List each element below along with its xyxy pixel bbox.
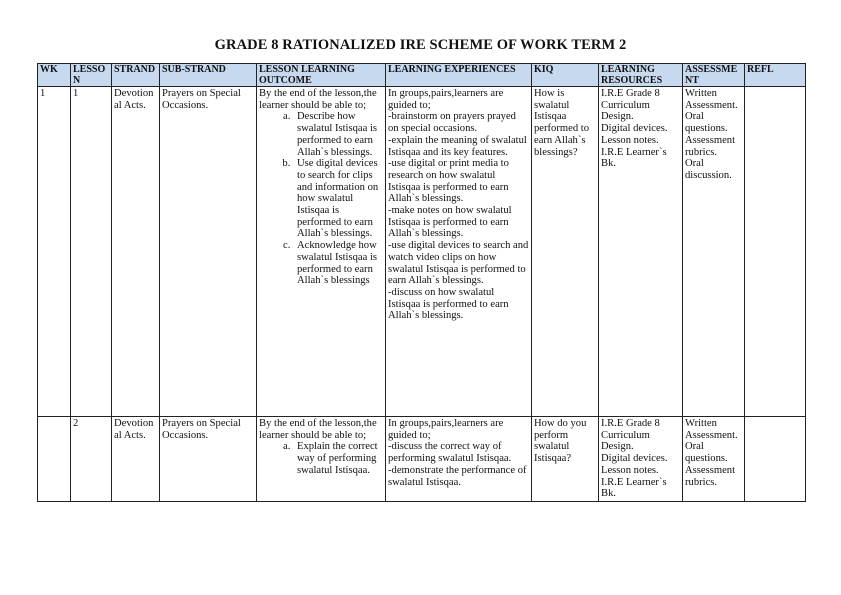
header-experiences: LEARNING EXPERIENCES — [386, 64, 532, 87]
experience-line: -demonstrate the performance of swalatul Istisqaa. — [388, 464, 527, 488]
outcome-list — [259, 111, 383, 287]
cell-kiq: How do you perform swalatul Istisqaa? — [532, 417, 599, 502]
cell-experiences — [386, 87, 532, 417]
assessment-item: Oral questions. — [685, 441, 728, 465]
outcome-intro: By the end of the lesson,the learner should be able to; — [259, 88, 377, 111]
cell-kiq: How is swalatul Istisqaa performed to earn Allah`s blessings? — [532, 87, 599, 417]
experience-line: -use digital devices to search and watch video clips on how swalatul Istisqaa is performed to earn Allah`s blessings. — [388, 240, 529, 287]
cell-strand: Devotional Acts. — [112, 87, 160, 417]
header-kiq: KIQ — [532, 64, 599, 87]
page-title: GRADE 8 RATIONALIZED IRE SCHEME OF WORK TERM 2 — [214, 37, 627, 53]
header-assessment: ASSESSMENT — [683, 64, 745, 87]
cell-lesson: 1 — [71, 87, 112, 417]
header-wk: WK — [38, 64, 71, 87]
resource-item: I.R.E Learner`s Bk. — [601, 476, 667, 500]
experience-line: In groups,pairs,learners are guided to; — [388, 88, 504, 111]
experience-line: -make notes on how swalatul Istisqaa is performed to earn Allah`s blessings. — [388, 205, 512, 240]
assessment-item: Assessment rubrics. — [685, 134, 736, 158]
experience-line: -discuss the correct way of performing swalatul Istisqaa. — [388, 441, 512, 465]
cell-wk: 1 — [38, 87, 71, 417]
outcome-item: c. Acknowledge how swalatul Istisqaa is performed to earn Allah`s blessings — [293, 240, 383, 287]
cell-assessment — [683, 417, 745, 502]
table-row — [38, 87, 806, 417]
assessment-item: Written Assessment. — [685, 418, 738, 441]
experience-line: -discuss on how swalatul Istisqaa is performed to earn Allah`s blessings. — [388, 286, 509, 322]
table-row — [38, 417, 806, 502]
table-header-row — [38, 64, 806, 87]
assessment-item: Assessment rubrics. — [685, 464, 736, 488]
resource-item: I.R.E Grade 8 Curriculum Design. — [601, 88, 660, 123]
resource-item: Digital devices. — [601, 123, 668, 135]
resource-item: Digital devices. — [601, 453, 668, 465]
experience-line: -explain the meaning of swalatul Istisqaa and its key features. — [388, 134, 527, 158]
assessment-item: Oral discussion. — [685, 158, 732, 181]
header-lesson: LESSON — [71, 64, 112, 87]
cell-lesson: 2 — [71, 417, 112, 502]
resource-item: Lesson notes. — [601, 134, 659, 146]
outcome-item: b. Use digital devices to search for clips and information on how swalatul Istisqaa is performed to earn Allah`s blessings. — [293, 158, 383, 240]
assessment-item: Written Assessment. — [685, 88, 738, 111]
cell-reflection — [745, 87, 806, 417]
resource-item: I.R.E Grade 8 Curriculum Design. — [601, 418, 660, 453]
cell-strand: Devotional Acts. — [112, 417, 160, 502]
cell-outcome — [257, 87, 386, 417]
cell-reflection — [745, 417, 806, 502]
assessment-item: Oral questions. — [685, 111, 728, 135]
header-reflection: REFL — [745, 64, 806, 87]
header-strand: STRAND — [112, 64, 160, 87]
outcome-list — [259, 441, 383, 476]
cell-wk — [38, 417, 71, 502]
cell-resources — [599, 417, 683, 502]
cell-resources — [599, 87, 683, 417]
resource-item: I.R.E Learner`s Bk. — [601, 146, 667, 170]
cell-assessment — [683, 87, 745, 417]
outcome-item: a. Explain the correct way of performing swalatul Istisqaa. — [293, 441, 383, 476]
cell-sub-strand: Prayers on Special Occasions. — [160, 87, 257, 417]
cell-experiences — [386, 417, 532, 502]
cell-sub-strand: Prayers on Special Occasions. — [160, 417, 257, 502]
header-outcome: LESSON LEARNING OUTCOME — [257, 64, 386, 87]
experience-line: -use digital or print media to research on how swalatul Istisqaa is performed to earn Allah`s blessings. — [388, 158, 509, 205]
cell-outcome — [257, 417, 386, 502]
header-resources: LEARNING RESOURCES — [599, 64, 683, 87]
header-sub-strand: SUB-STRAND — [160, 64, 257, 87]
outcome-item: a. Describe how swalatul Istisqaa is performed to earn Allah`s blessings. — [293, 111, 383, 158]
resource-item: Lesson notes. — [601, 464, 659, 476]
experience-line: In groups,pairs,learners are guided to; — [388, 418, 504, 441]
experience-line: -brainstorm on prayers prayed on special occasions. — [388, 111, 516, 135]
outcome-intro: By the end of the lesson,the learner should be able to; — [259, 418, 377, 441]
scheme-of-work-table — [37, 63, 806, 502]
